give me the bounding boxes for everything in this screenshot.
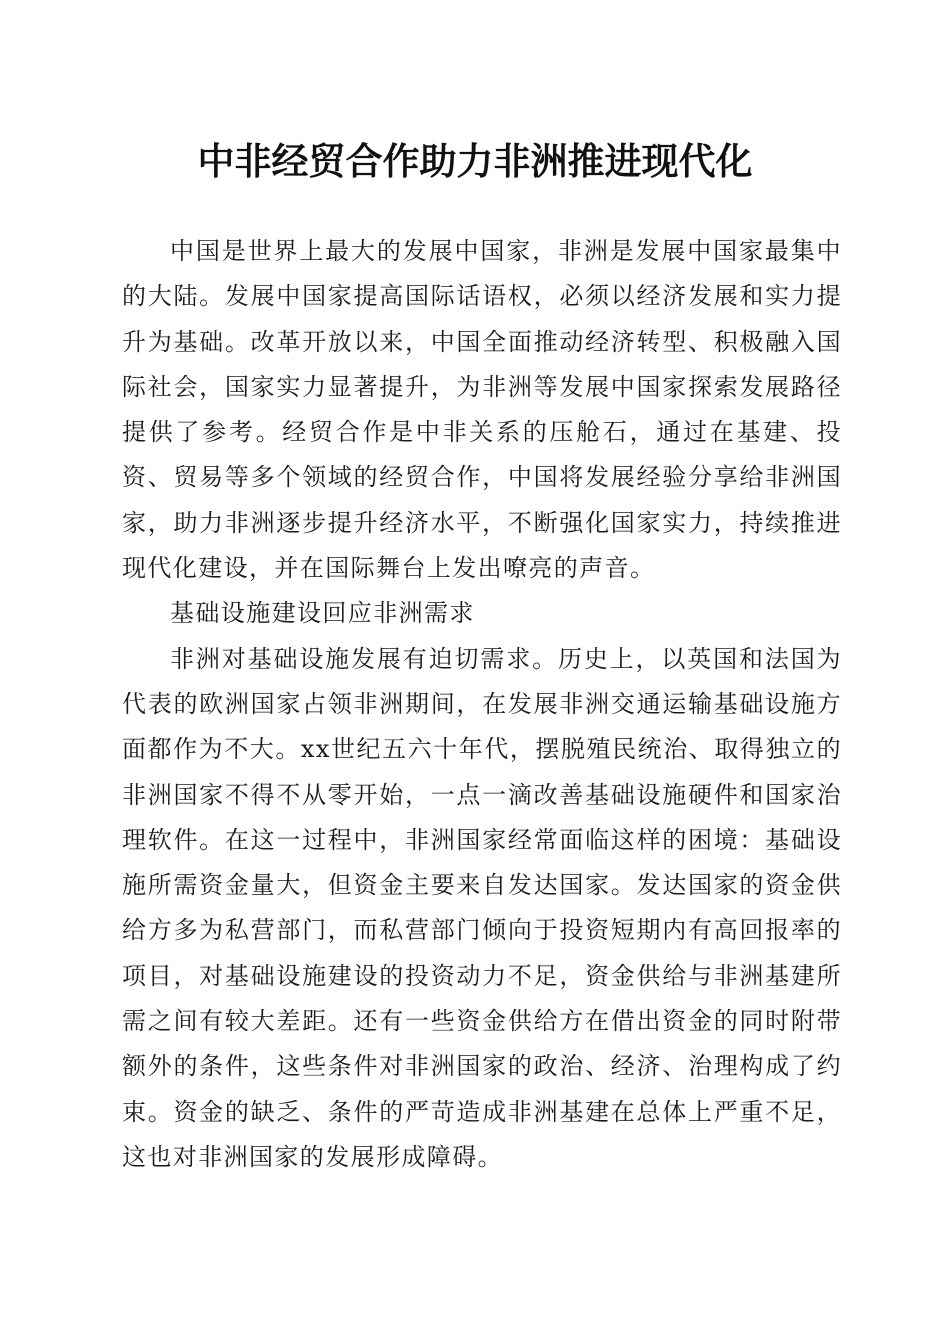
paragraph-infrastructure: 非洲对基础设施发展有迫切需求。历史上，以英国和法国为代表的欧洲国家占领非洲期间，在发展非洲交通运输基础设施方面都作为不大。xx世纪五六十年代，摆脱殖民统治、取得独立的非洲国家不得不从零开始，一点一滴改善基础设施硬件和国家治理软件。在这一过程中，非洲国家经常面临这样的困境：基础设施所需资金量大，但资金主要来自发达国家。发达国家的资金供给方多为私营部门，而私营部门倾向于投资短期内有高回报率的项目，对基础设施建设的投资动力不足，资金供给与非洲基建所需之间有较大差距。还有一些资金供给方在借出资金的同时附带额外的条件，这些条件对非洲国家的政治、经济、治理构成了约束。资金的缺乏、条件的严苛造成非洲基建在总体上严重不足，这也对非洲国家的发展形成障碍。 [122,644,842,1171]
document-title: 中非经贸合作助力非洲推进现代化 [197,139,753,183]
section-heading: 基础设施建设回应非洲需求 [170,599,475,628]
paragraph-intro: 中国是世界上最大的发展中国家，非洲是发展中国家最集中的大陆。发展中国家提高国际话语权，必须以经济发展和实力提升为基础。改革开放以来，中国全面推动经济转型、积极融入国际社会，国家实力显著提升，为非洲等发展中国家探索发展路径提供了参考。经贸合作是中非关系的压舱石，通过在基建、投资、贸易等多个领域的经贸合作，中国将发展经验分享给非洲国家，助力非洲逐步提升经济水平，不断强化国家实力，持续推进现代化建设，并在国际舞台上发出嘹亮的声音。 [122,237,842,583]
document-body [122,229,842,1180]
